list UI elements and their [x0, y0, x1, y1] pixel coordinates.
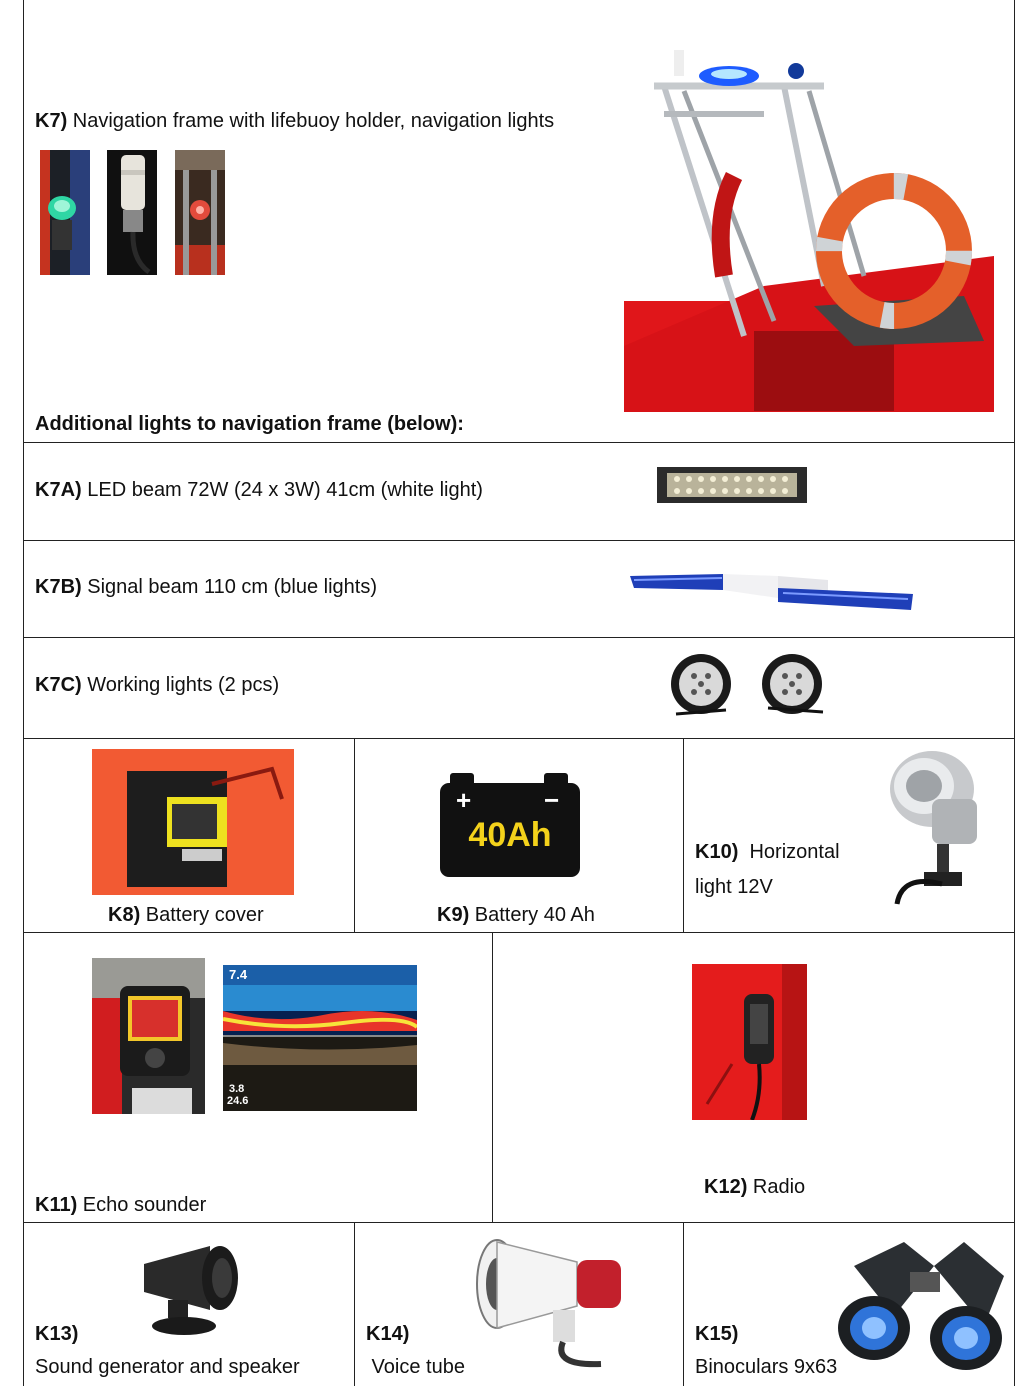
k7c-caption: K7C) Working lights (2 pcs)	[35, 674, 280, 696]
k7-caption: K7) Navigation frame with lifebuoy holder, navigation lights	[35, 110, 555, 132]
row-divider	[23, 540, 1015, 541]
row-divider	[23, 637, 1015, 638]
k7b-caption: K7B) Signal beam 110 cm (blue lights)	[35, 576, 378, 598]
cell-divider	[492, 932, 493, 1222]
k9-caption: K9) Battery 40 Ah	[437, 904, 595, 926]
nav-light-red-photo	[175, 150, 225, 275]
echo-sounder-screen-photo	[223, 965, 417, 1111]
k14-caption: Voice tube	[366, 1356, 465, 1378]
nav-light-white-photo	[107, 150, 157, 275]
cell-divider	[354, 1222, 355, 1386]
row-divider	[23, 442, 1015, 443]
k14-code: K14)	[366, 1323, 410, 1345]
cell-divider	[354, 738, 355, 932]
cell-divider	[683, 738, 684, 932]
cell-divider	[683, 1222, 684, 1386]
working-lights-photo	[668, 652, 826, 718]
k13-code: K13)	[35, 1323, 79, 1345]
echo-sounder-device-photo	[92, 958, 205, 1114]
sonar-depth-bottom: 3.8	[229, 1083, 245, 1095]
k15-code: K15)	[695, 1323, 739, 1345]
k7a-caption: K7A) LED beam 72W (24 x 3W) 41cm (white light)	[35, 479, 483, 501]
row-divider	[23, 1222, 1015, 1223]
row-divider	[23, 738, 1015, 739]
battery-plus-sign: +	[456, 785, 472, 815]
megaphone-photo	[473, 1236, 623, 1370]
k8-caption: K8) Battery cover	[108, 904, 264, 926]
led-beam-photo	[657, 463, 807, 507]
battery-cover-photo	[92, 749, 294, 895]
navigation-frame-photo	[624, 46, 994, 412]
k12-caption: K12) Radio	[704, 1176, 806, 1198]
horizontal-light-photo	[882, 744, 992, 908]
battery-minus-sign: −	[544, 785, 560, 815]
row-divider	[23, 932, 1015, 933]
binoculars-photo	[834, 1236, 1006, 1372]
battery-capacity-label: 40Ah	[468, 816, 552, 854]
speaker-photo	[140, 1240, 242, 1340]
radio-photo	[692, 964, 807, 1120]
additional-lights-heading: Additional lights to navigation frame (below):	[35, 413, 464, 435]
sonar-temperature: 24.6	[227, 1095, 249, 1107]
k11-caption: K11) Echo sounder	[35, 1194, 207, 1216]
battery-icon	[440, 771, 580, 877]
k10-caption-line1: K10) Horizontal	[695, 841, 840, 863]
k13-caption: Sound generator and speaker	[35, 1356, 300, 1378]
k10-caption-line2: light 12V	[695, 876, 773, 898]
signal-beam-photo	[628, 568, 915, 614]
sonar-depth-top: 7.4	[229, 967, 248, 982]
k15-caption: Binoculars 9x63	[695, 1356, 838, 1378]
nav-light-green-photo	[40, 150, 90, 275]
